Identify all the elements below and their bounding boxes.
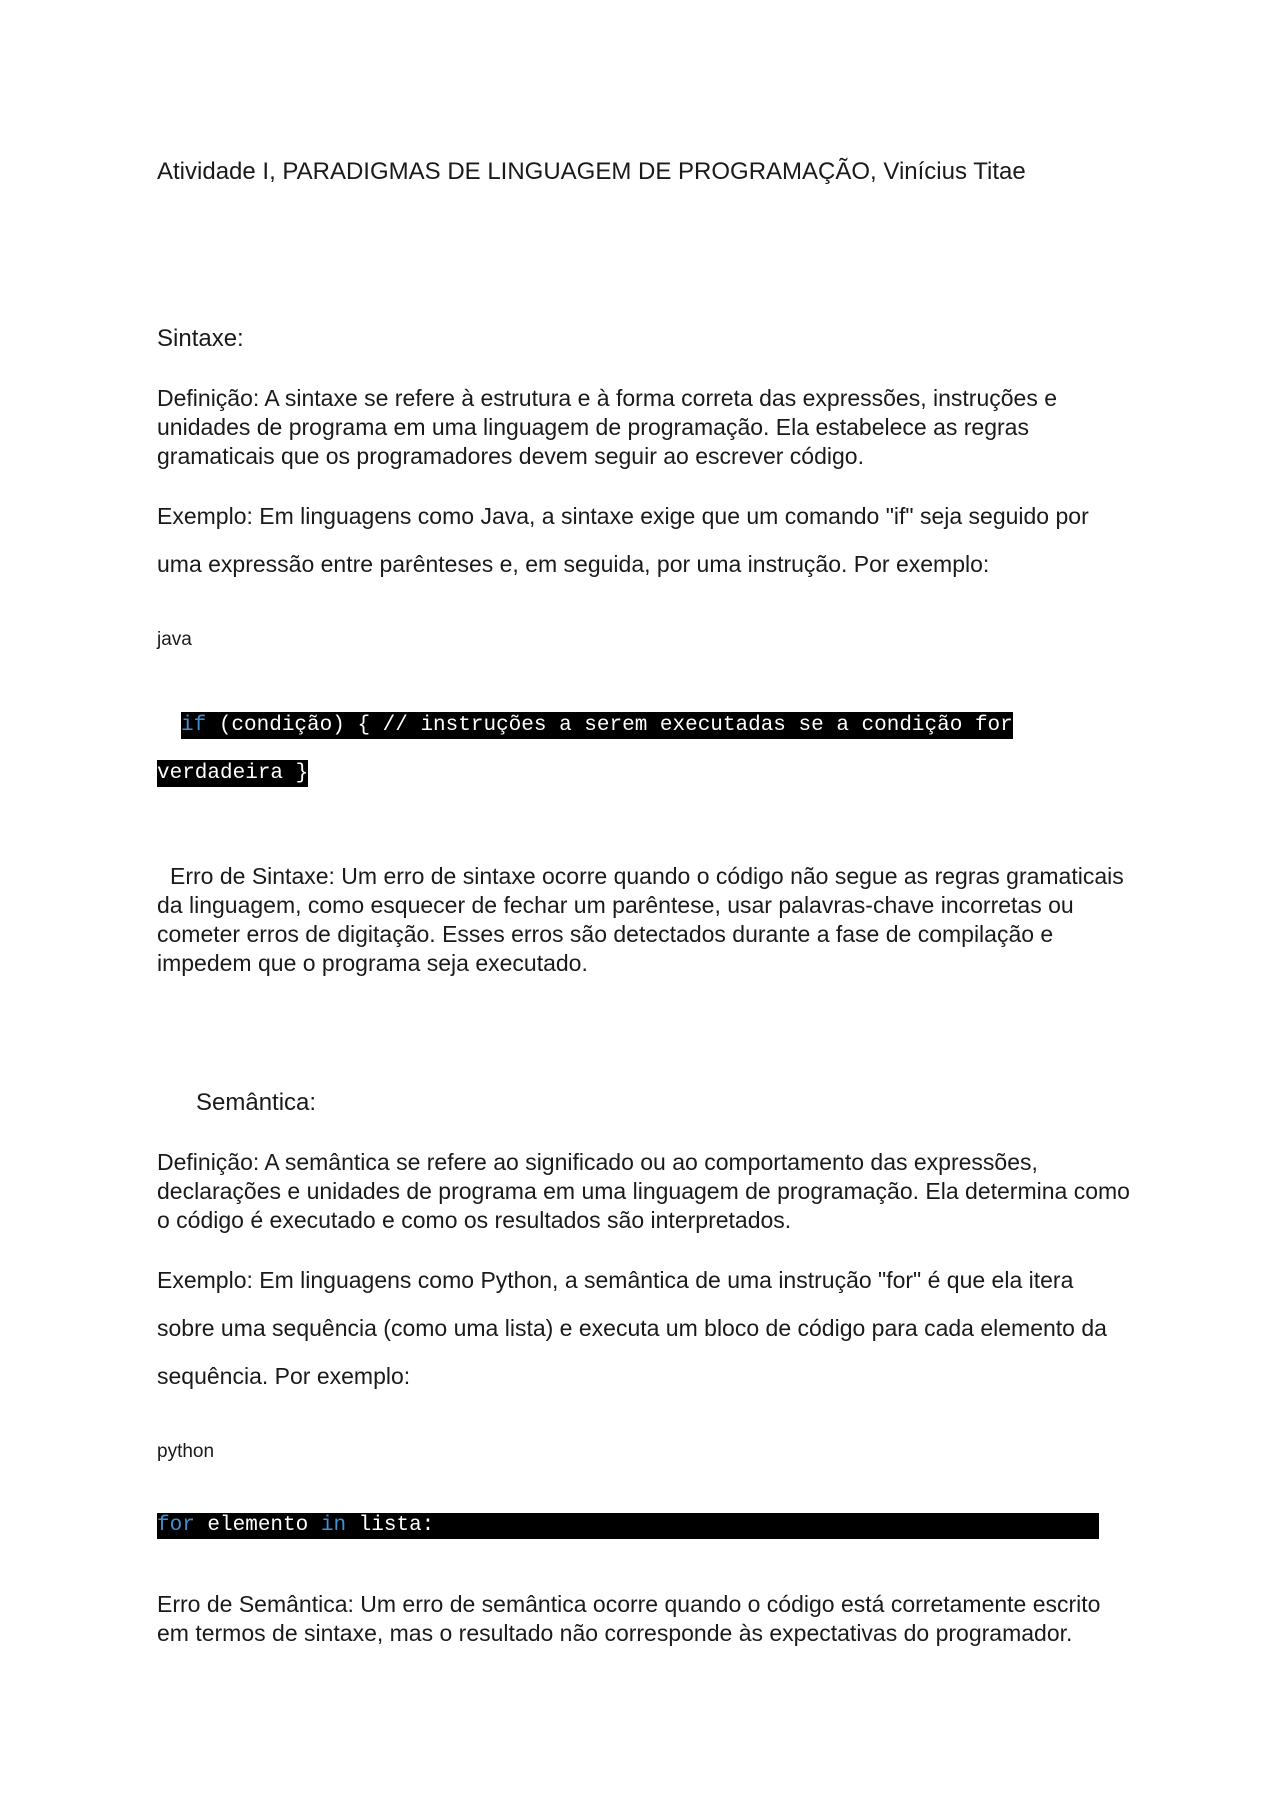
python-code-line: for elemento in lista: <box>157 1513 1099 1539</box>
syntax-example: Exemplo: Em linguagens como Java, a sintaxe exige que um comando "if" seja seguido por uma expressão entre parênteses e, em seguida, por uma instrução. Por exemplo: <box>157 503 1089 577</box>
syntax-definition: Definição: A sintaxe se refere à estrutura e à forma correta das expressões, instruções e unidades de programa em uma linguagem de programação. Ela estabelece as regras gramaticais que os programadores devem seguir ao escrever código. <box>157 385 1058 469</box>
java-code-block <box>157 702 1137 798</box>
java-code-line-1: if (condição) { // instruções a serem executadas se a condição for <box>181 714 1013 737</box>
semantics-error: Erro de Semântica: Um erro de semântica ocorre quando o código está corretamente escrito em termos de sintaxe, mas o resultado não corresponde às expectativas do programador. <box>157 1591 1101 1646</box>
syntax-error: Erro de Sintaxe: Um erro de sintaxe ocorre quando o código não segue as regras gramaticais da linguagem, como esquecer de fechar um parêntese, usar palavras-chave incorretas ou cometer erros de digitação. Esses erros são detectados durante a fase de compilação e impedem que o programa seja executado. <box>157 863 1124 976</box>
code-keyword-if: if <box>181 714 207 737</box>
code-keyword-in: in <box>320 1514 347 1537</box>
python-code-language-label: python <box>157 1441 215 1462</box>
semantics-definition: Definição: A semântica se refere ao significado ou ao comportamento das expressões, declarações e unidades de programa em uma linguagem de programação. Ela determina como o código é executado e como os resultados são interpretados. <box>157 1149 1130 1233</box>
syntax-heading: Sintaxe: <box>157 325 244 352</box>
java-code-language-label: java <box>157 629 192 650</box>
python-code-block <box>157 1513 1137 1539</box>
semantics-heading: Semântica: <box>196 1089 317 1116</box>
document-title: Atividade I, PARADIGMAS DE LINGUAGEM DE PROGRAMAÇÃO, Vinícius Titae <box>157 158 1026 185</box>
java-code-line-2: verdadeira } <box>157 762 309 785</box>
code-keyword-for: for <box>157 1514 195 1537</box>
semantics-example: Exemplo: Em linguagens como Python, a semântica de uma instrução "for" é que ela itera sobre uma sequência (como uma lista) e executa um bloco de código para cada elemento da sequência. Por exemplo: <box>157 1267 1107 1389</box>
